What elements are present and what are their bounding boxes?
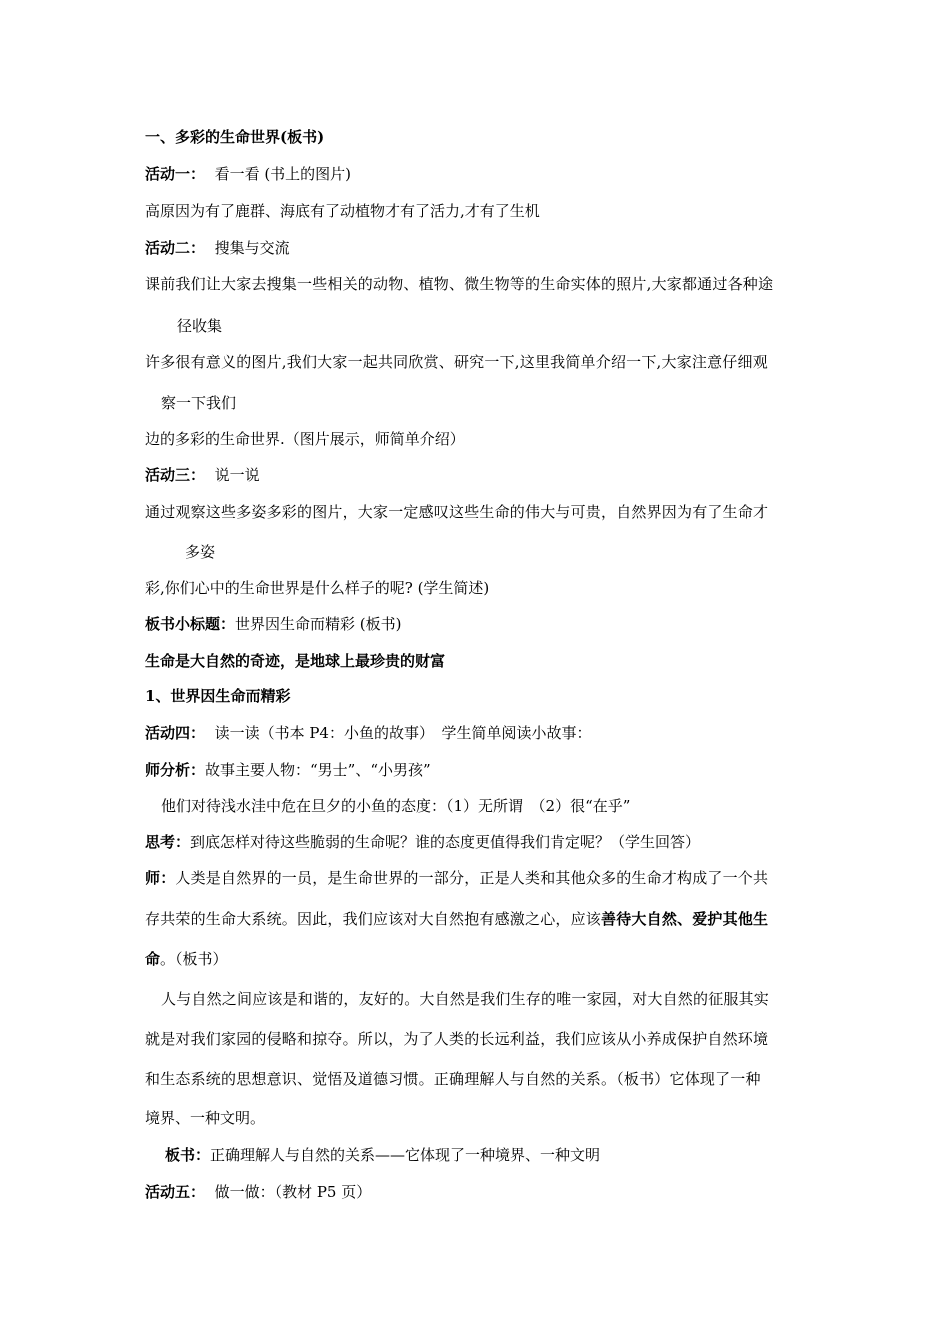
activity-text: 说一说 xyxy=(214,466,260,484)
teacher-analysis xyxy=(145,760,431,780)
paragraph-line xyxy=(145,949,228,969)
activity-five xyxy=(145,1182,371,1202)
paragraph-line: 通过观察这些多姿多彩的图片，大家一定感叹这些生命的伟大与可贵，自然界因为有了生命才 xyxy=(145,503,769,521)
paragraph-line: 境界、一种文明。 xyxy=(145,1109,266,1127)
activity-four xyxy=(145,723,591,743)
thinking-question xyxy=(145,832,700,852)
paragraph-line: 彩,你们心中的生命世界是什么样子的呢? (学生简述) xyxy=(145,579,490,597)
activity-label: 活动一： xyxy=(145,165,206,183)
paragraph-line: 高原因为有了鹿群、海底有了动植物才有了活力,才有了生机 xyxy=(145,202,540,220)
activity-label: 活动二： xyxy=(145,239,206,257)
subsection-heading: 1、世界因生命而精彩 xyxy=(145,687,291,705)
thinking-label: 思考： xyxy=(145,833,191,851)
paragraph-line: 多姿 xyxy=(185,543,216,561)
paragraph-line: 许多很有意义的图片,我们大家一起共同欣赏、研究一下,这里我简单介绍一下,大家注意仔细观 xyxy=(145,353,768,371)
activity-label: 活动四： xyxy=(145,724,206,742)
board-label: 板书小标题： xyxy=(145,615,236,633)
teacher-text: 人类是自然界的一员，是生命世界的一部分，正是人类和其他众多的生命才构成了一个共 xyxy=(175,869,769,887)
activity-two xyxy=(145,238,290,258)
analysis-label: 师分析： xyxy=(145,761,206,779)
paragraph-line: 就是对我们家园的侵略和掠夺。所以，为了人类的长远利益，我们应该从小养成保护自然环境 xyxy=(145,1030,769,1048)
activity-one xyxy=(145,164,351,184)
board-text: 世界因生命而精彩 (板书) xyxy=(235,615,402,633)
section-heading: 一、多彩的生命世界(板书) xyxy=(145,128,325,146)
board-subtitle xyxy=(145,614,402,634)
activity-text: 读一读（书本 P4：小鱼的故事） 学生简单阅读小故事： xyxy=(214,724,592,742)
activity-three xyxy=(145,465,260,485)
activity-text: 搜集与交流 xyxy=(214,239,290,257)
paragraph-text: 。（板书） xyxy=(160,950,228,968)
analysis-text: 故事主要人物：“男士”、“小男孩” xyxy=(205,761,431,779)
emphasis-text: 善待大自然、爱护其他生 xyxy=(601,910,769,928)
board-note xyxy=(165,1145,600,1165)
teacher-statement xyxy=(145,868,768,888)
board-text: 正确理解人与自然的关系——它体现了一种境界、一种文明 xyxy=(210,1146,601,1164)
teacher-label: 师： xyxy=(145,869,176,887)
emphasis-text: 命 xyxy=(145,950,161,968)
paragraph-line xyxy=(145,909,768,929)
activity-text: 看一看 (书上的图片) xyxy=(214,165,352,183)
thinking-text: 到底怎样对待这些脆弱的生命呢？谁的态度更值得我们肯定呢？（学生回答） xyxy=(190,833,701,851)
paragraph-text: 存共荣的生命大系统。因此，我们应该对大自然抱有感激之心，应该 xyxy=(145,910,602,928)
paragraph-line: 人与自然之间应该是和谐的，友好的。大自然是我们生存的唯一家园，对大自然的征服其实 xyxy=(161,990,770,1008)
paragraph-line: 和生态系统的思想意识、觉悟及道德习惯。正确理解人与自然的关系。（板书）它体现了一种 xyxy=(145,1070,761,1088)
key-statement: 生命是大自然的奇迹，是地球上最珍贵的财富 xyxy=(145,652,446,670)
paragraph-line: 课前我们让大家去搜集一些相关的动物、植物、微生物等的生命实体的照片,大家都通过各种途 xyxy=(145,275,774,293)
activity-text: 做一做：（教材 P5 页） xyxy=(214,1183,372,1201)
paragraph-line: 径收集 xyxy=(177,317,223,335)
activity-label: 活动五： xyxy=(145,1183,206,1201)
paragraph-line: 边的多彩的生命世界.（图片展示，师简单介绍） xyxy=(145,430,465,448)
board-label: 板书： xyxy=(165,1146,211,1164)
activity-label: 活动三： xyxy=(145,466,206,484)
paragraph-line: 他们对待浅水洼中危在旦夕的小鱼的态度：（1）无所谓 （2）很“在乎” xyxy=(161,797,631,815)
paragraph-line: 察一下我们 xyxy=(161,394,237,412)
